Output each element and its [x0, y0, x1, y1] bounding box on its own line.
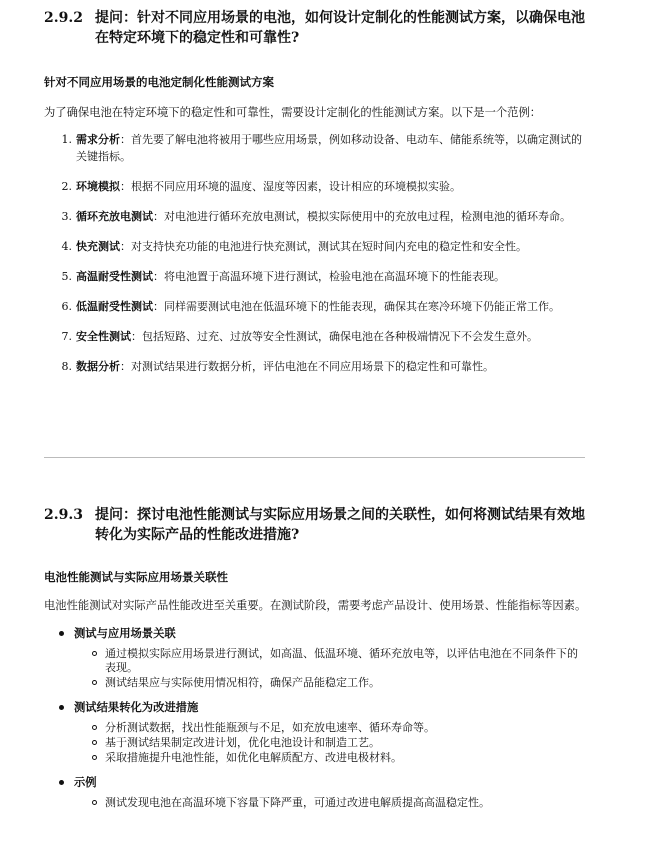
- list-item: [44, 268, 592, 285]
- group-heading: [44, 624, 592, 642]
- circle-bullet-icon: [44, 676, 105, 690]
- item-text: 分析测试数据，找出性能瓶颈与不足，如充放电速率、循环寿命等。: [105, 721, 435, 734]
- list-item: [44, 676, 592, 690]
- item-body: [74, 208, 592, 225]
- item-term: 高温耐受性测试: [76, 270, 153, 283]
- item-number: 5 .: [44, 268, 74, 285]
- subheading: 电池性能测试与实际应用场景关联性: [44, 570, 228, 584]
- circle-bullet-icon: [44, 751, 105, 765]
- item-body: [74, 238, 592, 255]
- sub-list: [44, 796, 592, 810]
- list-item: [44, 298, 592, 315]
- list-item: [44, 238, 592, 255]
- bullet-group: [44, 698, 592, 765]
- group-heading: [44, 698, 592, 716]
- list-item: [44, 721, 592, 735]
- group-heading: [44, 773, 592, 791]
- item-text: ：包括短路、过充、过放等安全性测试，确保电池在各种极端情况下不会发生意外。: [131, 330, 538, 343]
- circle-bullet-icon: [44, 736, 105, 750]
- section-title: 提问：针对不同应用场景的电池，如何设计定制化的性能测试方案，以确保电池在特定环境下的稳定性和可靠性?: [95, 10, 585, 46]
- item-body: [74, 298, 592, 315]
- item-body: [74, 178, 592, 195]
- intro-paragraph: 电池性能测试对实际产品性能改进至关重要。在测试阶段，需要考虑产品设计、使用场景、性能指标等因素。: [44, 599, 587, 612]
- item-text: 测试发现电池在高温环境下容量下降严重，可通过改进电解质提高高温稳定性。: [105, 796, 490, 809]
- item-text: ：根据不同应用环境的温度、湿度等因素，设计相应的环境模拟实验。: [120, 180, 461, 193]
- item-body: [74, 328, 592, 345]
- item-body: [74, 268, 592, 285]
- steps-list: [44, 131, 592, 375]
- bullet-icon: [44, 773, 74, 791]
- item-number: 8 .: [44, 358, 74, 375]
- item-text: ：对电池进行循环充放电测试，模拟实际使用中的充放电过程，检测电池的循环寿命。: [153, 210, 571, 223]
- list-item: [44, 178, 592, 195]
- item-term: 低温耐受性测试: [76, 300, 153, 313]
- group-label: 测试与应用场景关联: [74, 626, 176, 640]
- item-number: 2 .: [44, 178, 74, 195]
- list-item: [44, 796, 592, 810]
- item-text: ：首先要了解电池将被用于哪些应用场景，例如移动设备、电动车、储能系统等，以确定测试的关键指标。: [76, 133, 582, 163]
- item-term: 需求分析: [76, 133, 120, 146]
- item-text: ：将电池置于高温环境下进行测试，检验电池在高温环境下的性能表现。: [153, 270, 505, 283]
- circle-bullet-icon: [44, 721, 105, 735]
- item-text: 基于测试结果制定改进计划，优化电池设计和制造工艺。: [105, 736, 380, 749]
- item-body: [74, 131, 592, 165]
- sub-list: [44, 721, 592, 765]
- circle-bullet-icon: [44, 796, 105, 810]
- list-item: [44, 736, 592, 750]
- sub-list: [44, 647, 592, 690]
- item-term: 数据分析: [76, 360, 120, 373]
- section-number: 2.9.3: [44, 507, 83, 523]
- bullet-icon: [44, 624, 74, 642]
- item-number: 4 .: [44, 238, 74, 255]
- item-text: ：对支持快充功能的电池进行快充测试，测试其在短时间内充电的稳定性和安全性。: [120, 240, 527, 253]
- section-2-9-3: [44, 505, 592, 818]
- group-label: 测试结果转化为改进措施: [74, 700, 199, 714]
- list-item: [44, 328, 592, 345]
- section-divider: [44, 457, 585, 458]
- item-text: ：对测试结果进行数据分析，评估电池在不同应用场景下的稳定性和可靠性。: [120, 360, 494, 373]
- item-number: 7 .: [44, 328, 74, 345]
- item-number: 3 .: [44, 208, 74, 225]
- item-term: 环境模拟: [76, 180, 120, 193]
- group-label: 示例: [74, 775, 97, 789]
- intro-paragraph: 为了确保电池在特定环境下的稳定性和可靠性，需要设计定制化的性能测试方案。以下是一个范例：: [44, 106, 542, 119]
- list-item: [44, 131, 592, 165]
- item-text: 通过模拟实际应用场景进行测试，如高温、低温环境、循环充放电等，以评估电池在不同条件下的表现。: [105, 647, 578, 674]
- item-text: 采取措施提升电池性能，如优化电解质配方、改进电极材料。: [105, 751, 402, 764]
- item-term: 快充测试: [76, 240, 120, 253]
- section-title: 提问：探讨电池性能测试与实际应用场景之间的关联性，如何将测试结果有效地转化为实际产品的性能改进措施?: [95, 507, 585, 543]
- list-item: [44, 358, 592, 375]
- section-heading: [44, 8, 592, 48]
- bullet-groups: [44, 624, 592, 810]
- item-number: 6 .: [44, 298, 74, 315]
- section-heading: [44, 505, 592, 545]
- bullet-icon: [44, 698, 74, 716]
- list-item: [44, 751, 592, 765]
- list-item: [44, 647, 592, 675]
- list-item: [44, 208, 592, 225]
- bullet-group: [44, 624, 592, 690]
- subheading: 针对不同应用场景的电池定制化性能测试方案: [44, 75, 274, 89]
- section-2-9-2: [44, 8, 592, 388]
- item-term: 循环充放电测试: [76, 210, 153, 223]
- item-term: 安全性测试: [76, 330, 131, 343]
- bullet-group: [44, 773, 592, 810]
- item-body: [74, 358, 592, 375]
- section-number: 2.9.2: [44, 10, 83, 26]
- item-text: 测试结果应与实际使用情况相符，确保产品能稳定工作。: [105, 676, 380, 689]
- circle-bullet-icon: [44, 647, 105, 675]
- item-text: ：同样需要测试电池在低温环境下的性能表现，确保其在寒冷环境下仍能正常工作。: [153, 300, 560, 313]
- item-number: 1 .: [44, 131, 74, 165]
